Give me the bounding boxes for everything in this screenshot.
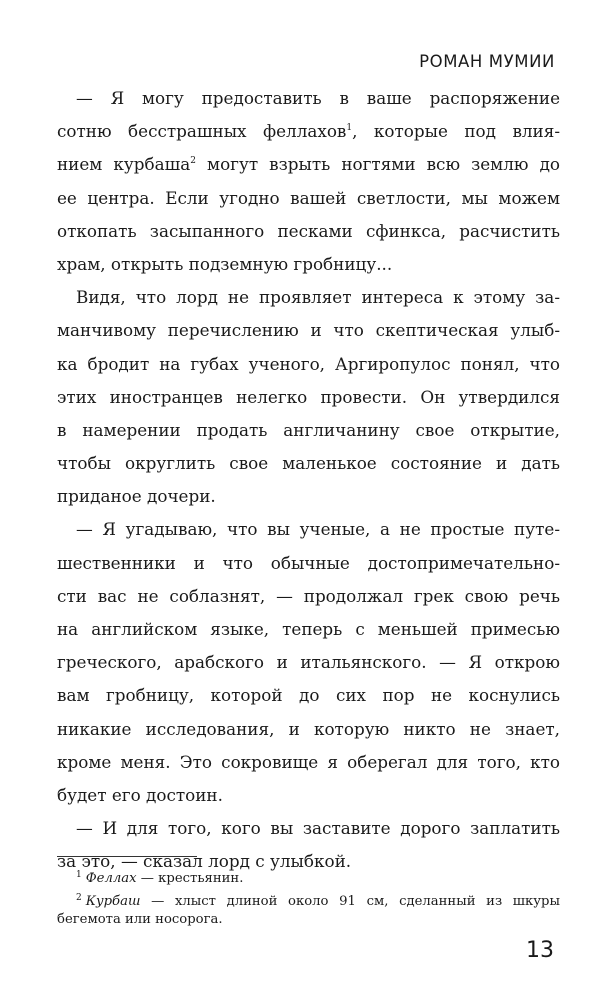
footnote-2: $^2$ Курбаш — хлыст длиной около 91 см, сделанный из шкуры — [76, 892, 560, 909]
text-line: манчивому перечислению и что скептическая улыб- — [57, 320, 560, 341]
footnote-separator — [57, 856, 197, 857]
footnote-2-continuation: бегемота или носорога. — [57, 912, 223, 927]
footnote-number: 2 — [76, 892, 82, 903]
footnotes — [57, 864, 560, 932]
page-number: 13 — [526, 938, 554, 963]
text-line: нием курбаша$^2$ могут взрыть ногтями всю землю до — [57, 154, 560, 175]
text-line: этих иностранцев нелегко провести. Он утвердился — [57, 386, 560, 407]
text-line: в намерении продать англичанину свое открытие, — [57, 419, 560, 440]
footnote-ref-1: 1 — [346, 123, 353, 134]
text-line: будет его достоин. — [57, 784, 223, 805]
text-line: вам гробницу, которой до сих пор не коснулись — [57, 685, 560, 706]
main-text — [57, 82, 560, 879]
text-line: шественники и что обычные достопримечательно- — [57, 552, 560, 573]
footnote-term: Феллах — [85, 871, 137, 886]
text-line: чтобы округлить свое маленькое состояние и дать — [57, 453, 560, 474]
footnote-ref-2: 2 — [190, 156, 196, 167]
text-line: кроме меня. Это сокровище я оберегал для того, кто — [57, 751, 560, 772]
text-line: за это, — сказал лорд с улыбкой. — [57, 851, 352, 872]
text-line: сотню бесстрашных феллахов$^1$, которые под влия- — [57, 121, 560, 142]
text-line: ее центра. Если угодно вашей светлости, мы можем — [57, 187, 560, 208]
text-line: храм, открыть подземную гробницу... — [57, 253, 393, 274]
text-line: греческого, арабского и итальянского. — Я открою — [57, 652, 560, 673]
text-line: никакие исследования, и которую никто не знает, — [57, 718, 560, 739]
text-line: откопать засыпанного песками сфинкса, расчистить — [57, 220, 560, 241]
footnote-1: $^1$ Феллах — крестьянин. — [76, 870, 244, 886]
running-head: РОМАН МУМИИ — [419, 52, 555, 71]
footnote-number: 1 — [76, 870, 82, 880]
text-line: на английском языке, теперь с меньшей примесью — [57, 619, 560, 639]
text-line: Видя, что лорд не проявляет интереса к этому за- — [76, 287, 560, 308]
footnote-term: Курбаш — [85, 893, 141, 909]
text-line: ка бродит на губах ученого, Аргиропулос понял, что — [57, 353, 560, 374]
text-line: — И для того, кого вы заставите дорого заплатить — [76, 818, 560, 839]
text-line: — Я угадываю, что вы ученые, а не простые путе- — [76, 519, 560, 540]
text-line: — Я могу предоставить в ваше распоряжение — [76, 88, 560, 108]
text-line: сти вас не соблазнят, — продолжал грек свою речь — [57, 585, 560, 606]
text-line: приданое дочери. — [57, 486, 216, 507]
